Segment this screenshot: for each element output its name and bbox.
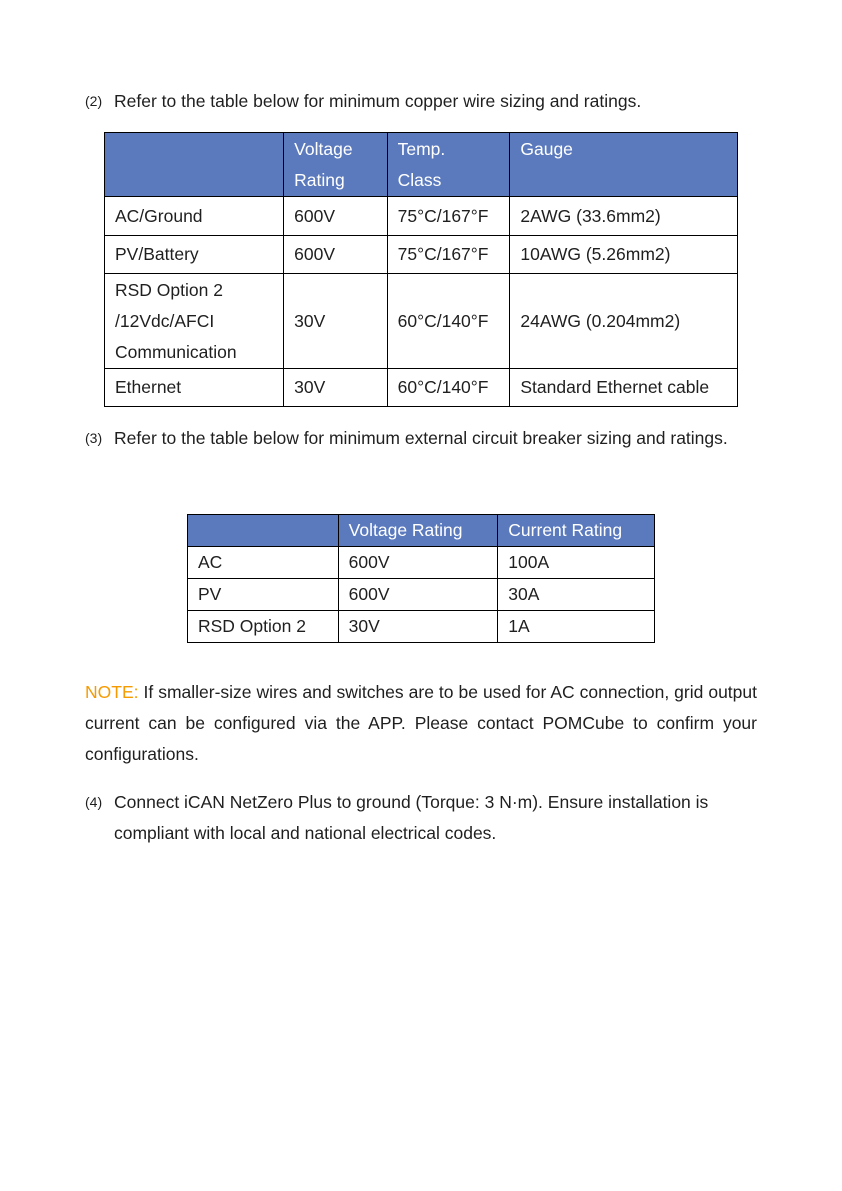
note-text: If smaller-size wires and switches are to be used for AC connection, grid output current can be configured via the APP. Please contact POMCube to confirm your configurations. — [85, 682, 757, 764]
table-cell: 30V — [284, 274, 387, 369]
table-row — [105, 274, 738, 369]
table-cell: 10AWG (5.26mm2) — [510, 236, 738, 274]
table-cell: RSD Option 2 — [188, 611, 339, 643]
step-4 — [85, 787, 757, 849]
header-cell: Current Rating — [498, 515, 655, 547]
table-cell: 24AWG (0.204mm2) — [510, 274, 738, 369]
note-paragraph — [85, 677, 757, 770]
table-header-row — [105, 133, 738, 197]
step-number: (2) — [85, 93, 103, 109]
header-voltage-line1: Voltage — [294, 139, 353, 159]
step-text: Refer to the table below for minimum copper wire sizing and ratings. — [114, 91, 642, 111]
table-cell: 600V — [284, 236, 387, 274]
note-label: NOTE: — [85, 682, 139, 702]
table-cell: 30V — [284, 369, 387, 407]
table-cell: 75°C/167°F — [387, 197, 510, 236]
table-cell: RSD Option 2 /12Vdc/AFCI Communication — [105, 274, 284, 369]
table-cell: 600V — [284, 197, 387, 236]
table-cell: 75°C/167°F — [387, 236, 510, 274]
table-cell: Standard Ethernet cable — [510, 369, 738, 407]
step-3 — [85, 423, 757, 454]
step-text: Connect iCAN NetZero Plus to ground (Torque: 3 N·m). Ensure installation is compliant with local and national electrical codes. — [114, 792, 709, 843]
table-cell: Ethernet — [105, 369, 284, 407]
table-cell: 600V — [338, 579, 498, 611]
table-row — [105, 369, 738, 407]
step-number: (3) — [85, 430, 103, 446]
step-2 — [85, 86, 757, 117]
table-cell: 60°C/140°F — [387, 274, 510, 369]
header-cell: Gauge — [510, 133, 738, 197]
header-voltage-line2: Rating — [294, 170, 345, 190]
table-cell: 2AWG (33.6mm2) — [510, 197, 738, 236]
header-temp-line2: Class — [397, 170, 442, 190]
header-temp-line1: Temp. — [397, 139, 446, 159]
table-cell: 600V — [338, 547, 498, 579]
step-text: Refer to the table below for minimum external circuit breaker sizing and ratings. — [114, 428, 728, 448]
table-cell: 1A — [498, 611, 655, 643]
table-row — [105, 236, 738, 274]
wire-sizing-table — [104, 132, 738, 407]
table-header-row — [188, 515, 655, 547]
header-cell — [188, 515, 339, 547]
breaker-table — [187, 514, 655, 643]
table-cell: 30A — [498, 579, 655, 611]
table-cell: AC/Ground — [105, 197, 284, 236]
table-cell: PV/Battery — [105, 236, 284, 274]
table-cell: 60°C/140°F — [387, 369, 510, 407]
header-cell — [387, 133, 510, 197]
table-row — [188, 611, 655, 643]
table-cell: 30V — [338, 611, 498, 643]
table-row — [188, 579, 655, 611]
header-cell — [105, 133, 284, 197]
header-cell — [284, 133, 387, 197]
table-cell: AC — [188, 547, 339, 579]
table-row — [188, 547, 655, 579]
table-cell: 100A — [498, 547, 655, 579]
step-number: (4) — [85, 794, 103, 810]
table-cell: PV — [188, 579, 339, 611]
table-row — [105, 197, 738, 236]
header-cell: Voltage Rating — [338, 515, 498, 547]
